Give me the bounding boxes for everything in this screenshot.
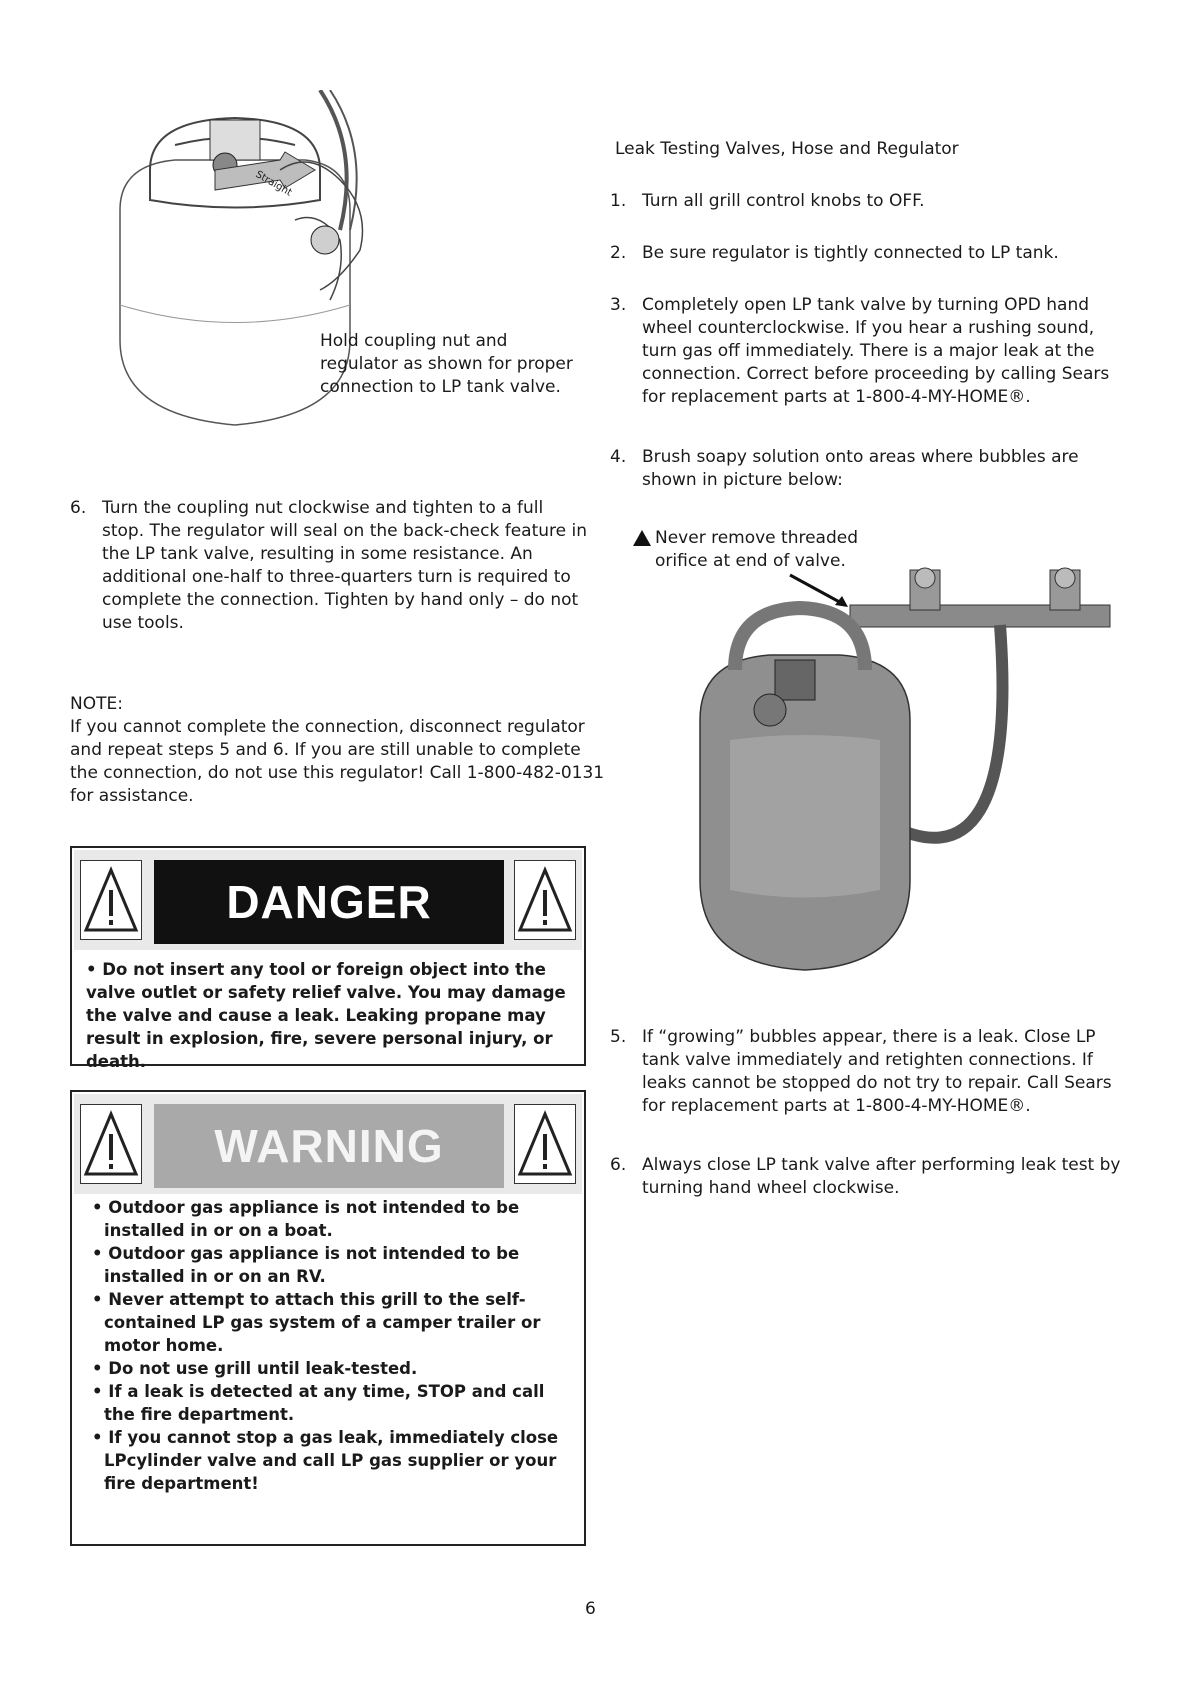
danger-title: DANGER [154,860,504,944]
step-text: Brush soapy solution onto areas where bubbles are shown in picture below: [642,447,1079,490]
leak-step-4 [610,446,1130,492]
step-text: Be sure regulator is tightly connected to LP tank. [642,243,1059,263]
danger-text: • Do not insert any tool or foreign object into the valve outlet or safety relief valve. You may damage the valve and cause a leak. Leaking propane may result in explosion, fire, severe personal injury, or death. [86,960,566,1071]
figure1-caption: Hold coupling nut and regulator as shown for proper connection to LP tank valve. [320,331,573,397]
note-text: If you cannot complete the connection, disconnect regulator and repeat steps 5 and 6. If you are still unable to complete the connection, do not use this regulator! Call 1-800-482-0131 for assistance. [70,717,605,806]
warning-list [86,1196,566,1495]
note-heading: NOTE: [70,694,123,714]
page-number: 6 [585,1599,596,1619]
step-text: Turn the coupling nut clockwise and tighten to a full stop. The regulator will seal on the back-check feature in the LP tank valve, resulting in some resistance. An additional one-half to three-quarters turn is required to complete the connection. Tighten by hand only – do not use tools. [102,498,587,633]
warning-header [74,1094,582,1194]
step-number: 1. [610,191,627,211]
warning-item: • Outdoor gas appliance is not intended to be installed in or on a boat. [86,1196,566,1242]
danger-header [74,850,582,950]
warning-item: • If you cannot stop a gas leak, immediately close LPcylinder valve and call LP gas supplier or your fire department! [86,1426,566,1495]
warning-title: WARNING [154,1104,504,1188]
leak-test-heading: Leak Testing Valves, Hose and Regulator [615,139,959,159]
warning-item: • Do not use grill until leak-tested. [86,1357,566,1380]
step-number: 6. [610,1155,627,1175]
warning-box [70,1090,586,1546]
step-number: 6. [70,498,87,518]
step-6-left [70,497,590,635]
warning-item: • Never attempt to attach this grill to the self-contained LP gas system of a camper trailer or motor home. [86,1288,566,1357]
leak-test-illustration [680,560,1120,980]
warning-triangle-icon [80,1104,142,1184]
warning-item: • If a leak is detected at any time, STOP and call the fire department. [86,1380,566,1426]
step-text: If “growing” bubbles appear, there is a leak. Close LP tank valve immediately and retighten connections. If leaks cannot be stopped do not try to repair. Call Sears for replacement parts at 1-800-4-MY-HOME®. [642,1027,1112,1116]
leak-step-5 [610,1026,1130,1118]
step-text: Always close LP tank valve after performing leak test by turning hand wheel clockwise. [642,1155,1121,1198]
step-number: 4. [610,447,627,467]
caution-triangle-icon [633,530,651,546]
danger-box [70,846,586,1071]
step-number: 2. [610,243,627,263]
arrow-label: Straight [253,169,294,199]
caution-text: Never remove threaded orifice at end of valve. [655,528,859,571]
warning-item: • Outdoor gas appliance is not intended to be installed in or on an RV. [86,1242,566,1288]
step-number: 3. [610,295,627,315]
step-text: Completely open LP tank valve by turning OPD hand wheel counterclockwise. If you hear a rushing sound, turn gas off immediately. There is a major leak at the connection. Correct before proceeding by calling Sears for replacement parts at 1-800-4-MY-HOME®. [642,295,1110,407]
leak-step-3 [610,294,1130,409]
leak-step-1 [610,190,1130,213]
warning-triangle-icon [514,860,576,940]
step-text: Turn all grill control knobs to OFF. [642,191,925,211]
leak-step-2 [610,242,1130,265]
warning-triangle-icon [80,860,142,940]
leak-step-6 [610,1154,1130,1200]
warning-triangle-icon [514,1104,576,1184]
step-number: 5. [610,1027,627,1047]
